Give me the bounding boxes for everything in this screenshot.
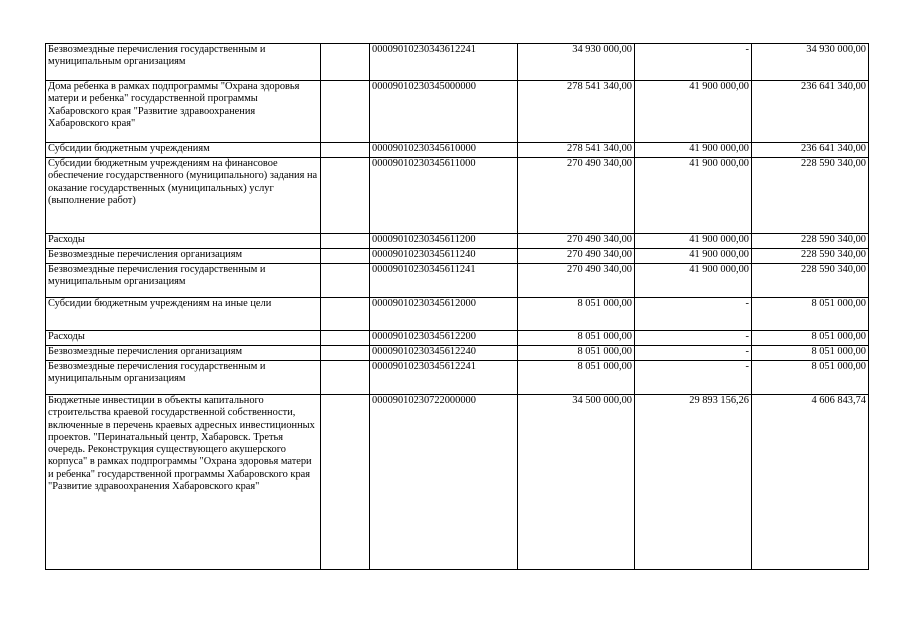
row-executed: - — [635, 298, 752, 331]
row-approved: 34 500 000,00 — [518, 395, 635, 570]
row-executed: - — [635, 44, 752, 81]
row-code: 00009010230345611240 — [370, 249, 518, 264]
row-remaining: 236 641 340,00 — [752, 81, 869, 143]
empty-cell — [321, 298, 370, 331]
row-name: Безвозмездные перечисления государственным и муниципальным организациям — [46, 361, 321, 395]
row-approved: 8 051 000,00 — [518, 298, 635, 331]
row-name: Безвозмездные перечисления государственным и муниципальным организациям — [46, 264, 321, 298]
row-code: 00009010230345612200 — [370, 331, 518, 346]
table-row — [46, 298, 869, 331]
table-row — [46, 264, 869, 298]
row-name: Безвозмездные перечисления организациям — [46, 346, 321, 361]
empty-cell — [321, 81, 370, 143]
table-row — [46, 44, 869, 81]
table-row — [46, 143, 869, 158]
row-code: 00009010230345612240 — [370, 346, 518, 361]
table-row — [46, 81, 869, 143]
row-name: Дома ребенка в рамках подпрограммы "Охрана здоровья матери и ребенка" государственной программы Хабаровского края "Развитие здравоохранения Хабаровского края" — [46, 81, 321, 143]
table-row — [46, 331, 869, 346]
row-name: Расходы — [46, 331, 321, 346]
row-code: 00009010230345612241 — [370, 361, 518, 395]
empty-cell — [321, 234, 370, 249]
row-name: Расходы — [46, 234, 321, 249]
row-name: Субсидии бюджетным учреждениям на иные цели — [46, 298, 321, 331]
empty-cell — [321, 249, 370, 264]
row-approved: 270 490 340,00 — [518, 158, 635, 234]
row-approved: 278 541 340,00 — [518, 81, 635, 143]
table-row — [46, 395, 869, 570]
row-approved: 8 051 000,00 — [518, 346, 635, 361]
table-row — [46, 158, 869, 234]
budget-execution-table — [45, 43, 869, 570]
row-name: Субсидии бюджетным учреждениям — [46, 143, 321, 158]
row-code: 00009010230345612000 — [370, 298, 518, 331]
row-name: Безвозмездные перечисления организациям — [46, 249, 321, 264]
row-code: 00009010230345611241 — [370, 264, 518, 298]
row-code: 00009010230345610000 — [370, 143, 518, 158]
row-approved: 270 490 340,00 — [518, 264, 635, 298]
row-code: 00009010230343612241 — [370, 44, 518, 81]
empty-cell — [321, 331, 370, 346]
row-name: Безвозмездные перечисления государственным и муниципальным организациям — [46, 44, 321, 81]
row-code: 00009010230345000000 — [370, 81, 518, 143]
row-remaining: 8 051 000,00 — [752, 298, 869, 331]
row-code: 00009010230722000000 — [370, 395, 518, 570]
row-remaining: 34 930 000,00 — [752, 44, 869, 81]
row-remaining: 236 641 340,00 — [752, 143, 869, 158]
row-approved: 34 930 000,00 — [518, 44, 635, 81]
row-name: Субсидии бюджетным учреждениям на финансовое обеспечение государственного (муниципального) задания на оказание государственных (муниципальных) услуг (выполнение работ) — [46, 158, 321, 234]
empty-cell — [321, 346, 370, 361]
row-approved: 270 490 340,00 — [518, 234, 635, 249]
row-executed: 41 900 000,00 — [635, 264, 752, 298]
row-executed: 41 900 000,00 — [635, 158, 752, 234]
row-executed: 29 893 156,26 — [635, 395, 752, 570]
empty-cell — [321, 44, 370, 81]
row-remaining: 8 051 000,00 — [752, 346, 869, 361]
row-approved: 278 541 340,00 — [518, 143, 635, 158]
row-executed: 41 900 000,00 — [635, 234, 752, 249]
row-code: 00009010230345611200 — [370, 234, 518, 249]
empty-cell — [321, 143, 370, 158]
row-remaining: 8 051 000,00 — [752, 361, 869, 395]
row-executed: - — [635, 361, 752, 395]
empty-cell — [321, 158, 370, 234]
row-executed: - — [635, 331, 752, 346]
row-executed: 41 900 000,00 — [635, 81, 752, 143]
row-approved: 8 051 000,00 — [518, 361, 635, 395]
row-remaining: 228 590 340,00 — [752, 264, 869, 298]
row-name: Бюджетные инвестиции в объекты капитального строительства краевой государственной собственности, включенные в перечень краевых адресных инвестиционных проектов. "Перинатальный центр, Хабаровск. Третья очередь. Реконструкция существующего акушерского корпуса" в рамках подпрограммы "Охрана здоровья матери и ребенка" государственной программы Хабаровского края "Развитие здравоохранения Хабаровского края" — [46, 395, 321, 570]
row-remaining: 4 606 843,74 — [752, 395, 869, 570]
empty-cell — [321, 264, 370, 298]
table-row — [46, 234, 869, 249]
row-executed: 41 900 000,00 — [635, 249, 752, 264]
row-approved: 270 490 340,00 — [518, 249, 635, 264]
row-remaining: 228 590 340,00 — [752, 234, 869, 249]
row-remaining: 8 051 000,00 — [752, 331, 869, 346]
row-code: 00009010230345611000 — [370, 158, 518, 234]
empty-cell — [321, 361, 370, 395]
row-executed: 41 900 000,00 — [635, 143, 752, 158]
row-approved: 8 051 000,00 — [518, 331, 635, 346]
empty-cell — [321, 395, 370, 570]
table-row — [46, 361, 869, 395]
row-remaining: 228 590 340,00 — [752, 249, 869, 264]
table-row — [46, 249, 869, 264]
row-remaining: 228 590 340,00 — [752, 158, 869, 234]
table-row — [46, 346, 869, 361]
row-executed: - — [635, 346, 752, 361]
